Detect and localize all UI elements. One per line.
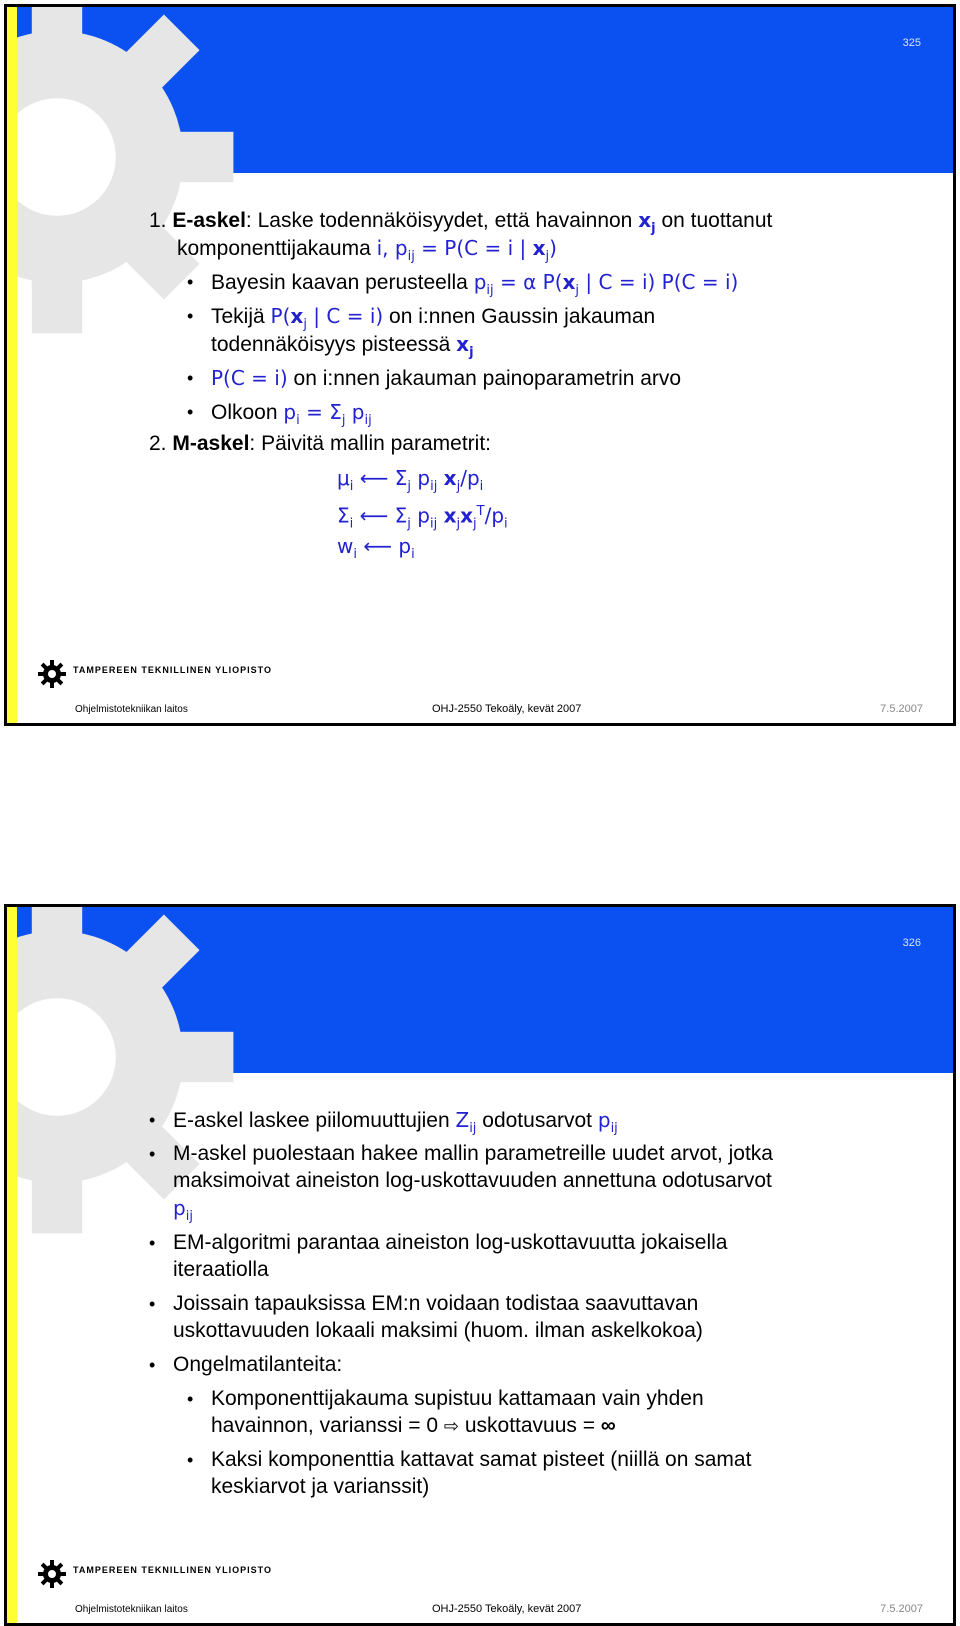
variance-text: havainnon, varianssi = 0 xyxy=(211,1414,439,1437)
infinity-icon: ∞ xyxy=(600,1414,616,1437)
formula-likelihood: $P(x_j$ | C = i) xyxy=(270,304,384,332)
department-name: Ohjelmistotekniikan laitos xyxy=(75,1604,188,1615)
olkoon-text: Olkoon xyxy=(211,401,278,424)
slide-date: 7.5.2007 xyxy=(880,703,923,715)
m-step-line xyxy=(149,431,491,457)
slide-number: 326 xyxy=(902,937,921,949)
gear-logo-icon xyxy=(37,659,67,689)
formula-xj-point: $x_j$ xyxy=(456,332,474,360)
weight-text: i:nnen jakauman painoparametrin arvo xyxy=(322,367,682,390)
slide-date: 7.5.2007 xyxy=(880,1603,923,1615)
slide-body xyxy=(7,7,953,723)
bullet-icon: • xyxy=(187,306,194,326)
bullet-icon: • xyxy=(187,1389,194,1409)
gear-logo-icon xyxy=(37,1559,67,1589)
bullet-e-step-tail: odotusarvot xyxy=(482,1109,593,1132)
course-name: OHJ-2550 Tekoäly, kevät 2007 xyxy=(432,703,582,715)
bullet-icon: • xyxy=(187,272,194,292)
implies-arrow-icon: ⇨ xyxy=(443,1416,459,1436)
bullet-e-step-text: E-askel laskee piilomuuttujien xyxy=(173,1109,450,1132)
sub-bullet-1-l2 xyxy=(211,1413,616,1439)
university-logo xyxy=(37,659,277,693)
tekija-on: on xyxy=(389,305,413,328)
bullet-proof-l1: Joissain tapauksissa EM:n voidaan todistaa saavuttavan xyxy=(173,1292,699,1315)
formula-sigma-update: $\Sigma_i$ ⟵ $\Sigma_j$ $p_{ij}$ $x_jx_j^T/p_i$ xyxy=(337,503,508,532)
formula-xj: $x_j$ xyxy=(638,208,656,236)
bullet-icon: • xyxy=(187,368,194,388)
tekija-line2-text: todennäköisyys pisteessä xyxy=(211,333,451,356)
m-step-number: 2. xyxy=(149,432,173,455)
formula-zij: $Z_{ij}$ xyxy=(455,1108,477,1136)
e-step-line2-text: komponenttijakauma xyxy=(177,237,371,260)
bullet-em-l2: iteraatiolla xyxy=(173,1258,269,1281)
tekija-text: Tekijä xyxy=(211,305,265,328)
formula-pij: $p_{ij}$ xyxy=(597,1108,618,1136)
sub-bullet-2-l1: Kaksi komponenttia kattavat samat pisteet (niillä on samat xyxy=(211,1448,752,1471)
bullet-icon: • xyxy=(187,1450,194,1470)
bullet-m-step-l1: M-askel puolestaan hakee mallin parametreille uudet arvot, jotka xyxy=(173,1142,773,1165)
university-name: TAMPEREEN TEKNILLINEN YLIOPISTO xyxy=(73,665,273,675)
weight-line xyxy=(211,365,681,392)
sub-bullet-2-l2: keskiarvot ja varianssit) xyxy=(211,1475,430,1498)
formula-pij-2: $p_{ij}$ xyxy=(173,1196,193,1224)
e-step-text: : Laske todennäköisyydet, että havainnon xyxy=(245,209,633,232)
bayes-line xyxy=(211,269,738,304)
e-step-line2 xyxy=(177,235,557,270)
course-name: OHJ-2550 Tekoäly, kevät 2007 xyxy=(432,1603,582,1615)
e-step-tail: on tuottanut xyxy=(661,209,773,232)
sub-bullet-1-l1: Komponenttijakauma supistuu kattamaan vain yhden xyxy=(211,1387,704,1410)
tekija-line2 xyxy=(211,331,474,366)
slide-325 xyxy=(4,4,956,726)
bullet-icon: • xyxy=(187,402,194,422)
bayes-text: Bayesin kaavan perusteella xyxy=(211,271,468,294)
bullet-icon: • xyxy=(149,1144,156,1164)
formula-pi-sum: $p_i = \Sigma_j$ $p_{ij}$ xyxy=(283,400,372,428)
university-name: TAMPEREEN TEKNILLINEN YLIOPISTO xyxy=(73,1565,273,1575)
slide-body xyxy=(7,907,953,1623)
e-step-name: E-askel xyxy=(172,209,246,232)
bullet-problems: Ongelmatilanteita: xyxy=(173,1353,343,1376)
m-step-text: : Päivitä mallin parametrit: xyxy=(249,432,491,455)
slide-326 xyxy=(4,904,956,1626)
bullet-icon: • xyxy=(149,1355,156,1375)
tekija-gauss: i:nnen Gaussin jakauman xyxy=(418,305,656,328)
bullet-m-step-l2: maksimoivat aineiston log-uskottavuuden annettuna odotusarvot xyxy=(173,1169,772,1192)
bullet-proof-l2: uskottavuuden lokaali maksimi (huom. ilman askelkokoa) xyxy=(173,1319,703,1342)
formula-pij-def: i, $p_{ij} = P(C = i$ | $x_j$) xyxy=(376,236,557,264)
olkoon-line xyxy=(211,399,372,434)
formula-mu-update: $\mu_i$ ⟵ $\Sigma_j$ $p_{ij}$ $x_j/p_i$ xyxy=(337,466,484,494)
bullet-e-step xyxy=(173,1107,618,1142)
formula-bayes: $p_{ij} = \alpha$ $P(x_j$ | C = i) P(C = i) xyxy=(473,270,739,298)
bullet-em-l1: EM-algoritmi parantaa aineiston log-uskottavuutta jokaisella xyxy=(173,1231,728,1254)
bullet-icon: • xyxy=(149,1233,156,1253)
department-name: Ohjelmistotekniikan laitos xyxy=(75,704,188,715)
slide-number: 325 xyxy=(902,37,921,49)
e-step-number: 1. xyxy=(149,209,173,232)
formula-w-update: $w_i$ ⟵ $p_i$ xyxy=(337,534,415,562)
university-logo xyxy=(37,1559,277,1593)
weight-on: on xyxy=(293,367,317,390)
bullet-icon: • xyxy=(149,1294,156,1314)
formula-pci: P(C = i) xyxy=(211,366,288,390)
likelihood-text: uskottavuus = xyxy=(464,1414,596,1437)
m-step-name: M-askel xyxy=(172,432,250,455)
bullet-icon: • xyxy=(149,1110,156,1130)
